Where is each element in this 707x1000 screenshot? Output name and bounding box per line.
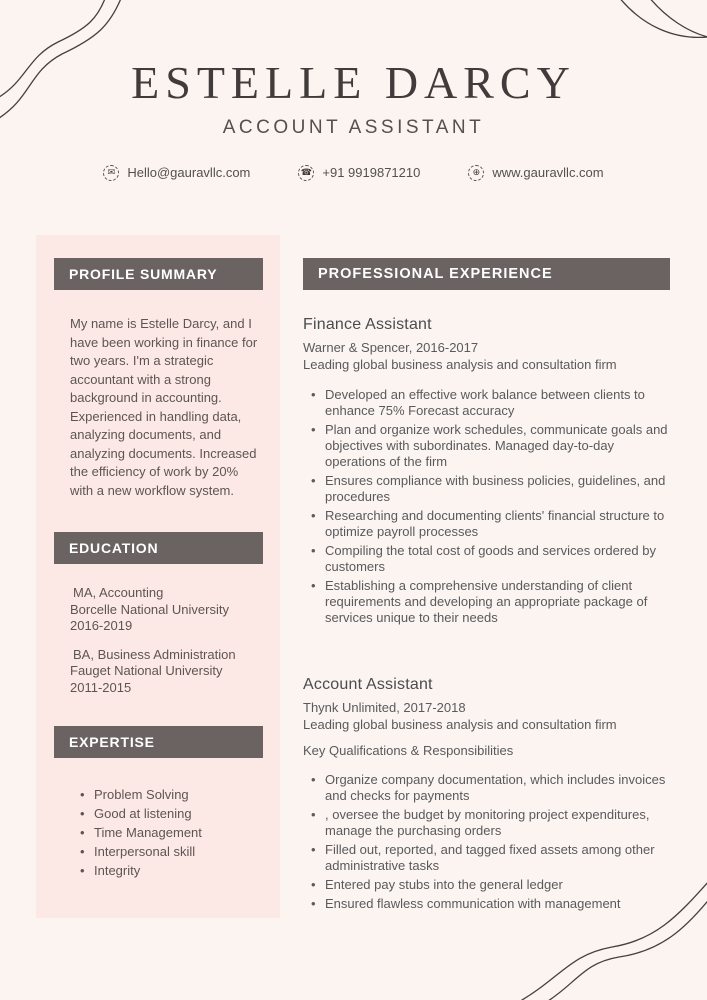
resume-header <box>0 0 707 181</box>
education-entry <box>70 647 270 697</box>
job-bullet: • Establishing a comprehensive understanding of client requirements and developing an appropriate package of services unique to their needs <box>311 578 670 626</box>
job-entry <box>303 316 670 626</box>
job-firm-description: Leading global business analysis and consultation firm <box>303 357 617 372</box>
job-list <box>303 316 670 912</box>
contact-text: www.gauravllc.com <box>492 165 604 181</box>
person-title: ACCOUNT ASSISTANT <box>222 116 485 138</box>
contact-text: Hello@gauravllc.com <box>127 165 251 181</box>
job-entry <box>303 676 670 912</box>
contact-item <box>103 165 250 181</box>
contact-item <box>468 165 603 181</box>
education-list <box>70 585 270 708</box>
icon-glyph: ⊕ <box>472 167 481 178</box>
email-icon <box>103 165 119 181</box>
job-bullet: • Filled out, reported, and tagged fixed assets among other administrative tasks <box>311 842 670 874</box>
job-bullet: • Researching and documenting clients' financial structure to optimize payroll processes <box>311 508 670 540</box>
expertise-item: • Problem Solving <box>80 785 202 804</box>
icon-glyph: ☎ <box>300 167 312 178</box>
education-degree: MA, Accounting <box>73 585 164 600</box>
education-school: Fauget National University <box>70 663 223 678</box>
expertise-item: • Time Management <box>80 823 202 842</box>
job-bullet: • Organize company documentation, which includes invoices and checks for payments <box>311 772 670 804</box>
expertise-heading: EXPERTISE <box>54 726 263 758</box>
expertise-item: • Interpersonal skill <box>80 842 202 861</box>
job-title: Finance Assistant <box>303 316 432 333</box>
education-heading: EDUCATION <box>54 532 263 564</box>
job-bullet: • Developed an effective work balance between clients to enhance 75% Forecast accuracy <box>311 387 670 419</box>
person-name: ESTELLE DARCY <box>131 57 576 108</box>
expertise-item: • Good at listening <box>80 804 202 823</box>
expertise-list <box>80 785 202 880</box>
job-firm-description: Leading global business analysis and consultation firm <box>303 717 617 732</box>
job-title: Account Assistant <box>303 676 433 693</box>
icon-glyph: ✉ <box>107 167 116 178</box>
job-bullet: • Plan and organize work schedules, communicate goals and objectives with subordinates. Managed day-to-day operations of the firm <box>311 422 670 470</box>
job-subheading: Key Qualifications & Responsibilities <box>303 743 514 758</box>
education-school: Borcelle National University <box>70 601 229 617</box>
globe-icon <box>468 165 484 181</box>
job-bullet: • Ensured flawless communication with management <box>311 896 670 912</box>
profile-summary-heading: PROFILE SUMMARY <box>54 258 263 290</box>
job-company: Warner & Spencer, 2016-2017 <box>303 340 479 355</box>
experience-column <box>303 258 670 915</box>
phone-icon <box>298 165 314 181</box>
contact-row <box>0 165 707 181</box>
professional-experience-heading: PROFESSIONAL EXPERIENCE <box>303 258 670 290</box>
contact-item <box>298 165 420 181</box>
sidebar-panel <box>36 235 280 918</box>
job-bullet: • Entered pay stubs into the general ledger <box>311 877 670 893</box>
job-bullet: • Ensures compliance with business policies, guidelines, and procedures <box>311 473 670 505</box>
contact-text: +91 9919871210 <box>322 165 421 181</box>
job-bullet: • , oversee the budget by monitoring project expenditures, manage the purchasing orders <box>311 807 670 839</box>
expertise-item: • Integrity <box>80 861 202 880</box>
job-bullet: • Compiling the total cost of goods and services ordered by customers <box>311 543 670 575</box>
education-entry <box>70 585 270 635</box>
job-bullet-list <box>311 772 670 912</box>
profile-summary-text: My name is Estelle Darcy, and I have been working in finance for two years. I'm a strategic accountant with a strong background in accounting. Experienced in handling data, analyzing documents, and analyzing documents. Increased the efficiency of work by 20% with a new workflow system. <box>70 316 258 498</box>
education-years: 2011-2015 <box>70 679 132 695</box>
education-degree: BA, Business Administration <box>73 646 236 662</box>
job-company: Thynk Unlimited, 2017-2018 <box>303 700 466 715</box>
education-years: 2016-2019 <box>70 618 133 633</box>
job-bullet-list <box>311 387 670 626</box>
